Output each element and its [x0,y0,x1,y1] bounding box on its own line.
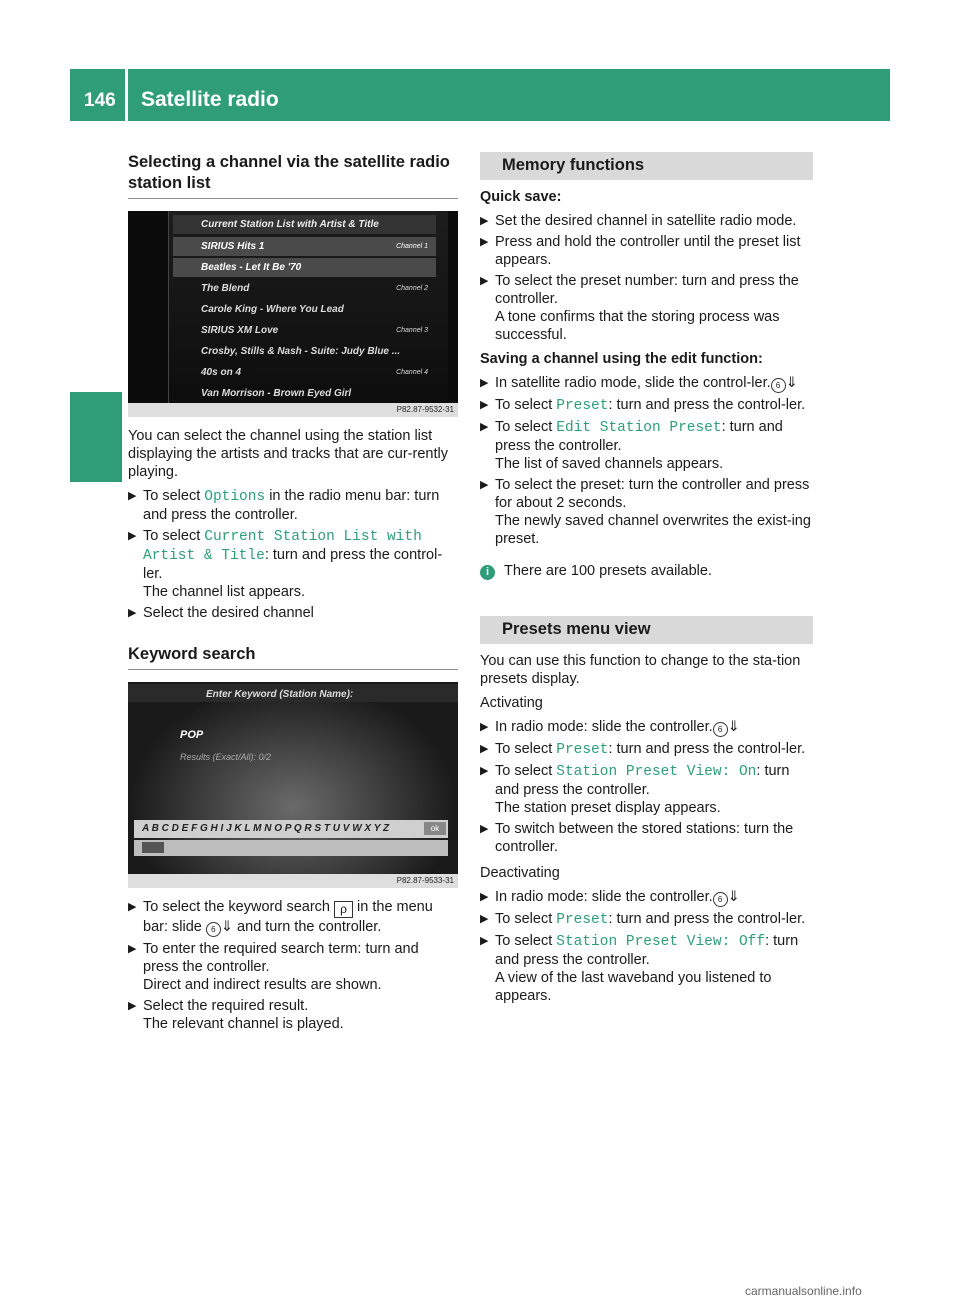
row-text: SIRIUS XM Love [201,325,279,336]
step-text: To enter the required search term: turn and press the controller. [143,941,419,975]
keyword-results: Results (Exact/All): 0/2 [180,752,272,762]
step-arrow-icon: ▶ [480,236,489,248]
row-text: Carole King - Where You Lead [201,304,344,315]
step-text: To select [143,488,205,504]
activating-label: Activating [480,695,543,711]
step-text: To select [495,741,557,757]
presets-intro: You can use this function to change to the sta-tion presets display. [480,653,801,687]
page-number: 146 [84,90,116,111]
figure-caption: P82.87-9532-31 [128,403,458,417]
station-list-row[interactable] [173,363,436,382]
menu-item-name: Options [204,489,266,505]
row-channel: Channel 2 [396,285,428,292]
step-text-cont: and turn the controller. [233,919,382,935]
step-text-cont: the controller. [625,889,713,905]
instruction-step [480,396,813,415]
instruction-step [480,888,813,907]
row-channel: Channel 4 [396,369,428,376]
step-text: Select the required result. [143,998,309,1014]
info-note [480,562,813,580]
row-text: SIRIUS Hits 1 [201,241,265,252]
instruction-step [480,932,813,1005]
step-text-cont: : turn and press the control-ler. [608,397,806,413]
station-list-row[interactable] [173,279,436,298]
controller-icon: 6 [713,892,728,907]
instruction-step [128,527,458,601]
step-text-cont: : turn and press the controller. [495,763,790,798]
step-arrow-icon: ▶ [480,743,489,755]
step-text-cont: in the radio menu bar: turn and press the controller. [143,488,440,523]
step-text: To select [495,911,557,927]
step-text-cont: in the menu bar: slide [143,899,433,935]
step-result: The newly saved channel overwrites the exist-ing preset. [495,513,811,547]
station-list-row[interactable] [173,342,436,361]
menu-item-name: Edit Station Preset [556,420,722,436]
section-title-keyword: Keyword search [128,644,458,670]
step-text: To select [495,933,557,949]
instruction-step [128,997,458,1033]
intro-paragraph: You can select the channel using the station list displaying the artists and tracks that are cur-rently playing. [128,428,448,480]
section-title-presets: Presets menu view [480,616,813,644]
step-arrow-icon: ▶ [480,215,489,227]
screenshot-keyword-search [128,682,458,888]
instruction-step [480,233,813,269]
down-arrow-icon: ⇓ [220,919,234,935]
station-list-row[interactable] [173,384,436,403]
instruction-step [480,910,813,929]
instruction-step [128,940,458,994]
row-text: 40s on 4 [201,367,242,378]
instruction-step [480,212,813,230]
instruction-step [128,487,458,524]
step-text: Select the desired channel [143,605,314,621]
controller-icon: 6 [713,722,728,737]
step-arrow-icon: ▶ [480,823,489,835]
step-result: Direct and indirect results are shown. [143,977,382,993]
step-arrow-icon: ▶ [480,479,489,491]
instruction-step [480,740,813,759]
step-text-cont: : turn and press the control-ler. [608,911,806,927]
controller-icon: 6 [206,922,221,937]
step-text: To select [495,419,557,435]
step-arrow-icon: ▶ [128,1000,137,1012]
step-text: To select [143,528,205,544]
controller-icon: 6 [771,378,786,393]
row-text: Beatles - Let It Be '70 [201,262,302,273]
footer-watermark: carmanualsonline.info [745,1284,862,1298]
step-arrow-icon: ▶ [128,901,137,913]
keyword-screen-title: Enter Keyword (Station Name): [206,689,354,700]
instruction-step [128,898,458,937]
step-arrow-icon: ▶ [128,943,137,955]
section-title-station-list: Selecting a channel via the satellite radio station list [128,152,458,199]
row-text: Crosby, Stills & Nash - Suite: Judy Blue ... [201,346,401,357]
step-text-cont: : turn and press the controller. [495,933,799,968]
menu-item-name: Station Preset View: Off [556,934,766,950]
instruction-step [480,820,813,856]
menu-item-name: Preset [556,912,609,928]
step-arrow-icon: ▶ [480,891,489,903]
step-arrow-icon: ▶ [128,490,137,502]
step-text: In radio mode: slide [495,719,626,735]
screen-title: Current Station List with Artist & Title [173,215,436,234]
step-result: A tone confirms that the storing process was successful. [495,309,780,343]
step-text: To select the preset: turn the controller and press for about 2 seconds. [495,477,810,511]
column-left [128,152,458,1036]
menu-item-name: Current Station List with Artist & Title [143,529,422,564]
side-label-container [87,400,127,470]
step-arrow-icon: ▶ [480,765,489,777]
step-arrow-icon: ▶ [128,607,137,619]
station-list-row[interactable] [173,258,436,277]
row-channel: Channel 1 [396,243,428,250]
down-arrow-icon: ⇓ [727,719,740,735]
step-arrow-icon: ▶ [128,530,137,542]
step-arrow-icon: ▶ [480,935,489,947]
step-text: In radio mode: slide [495,889,626,905]
quick-save-heading: Quick save: [480,189,562,205]
station-list-row[interactable] [173,237,436,256]
step-text-cont: : turn and press the control-ler. [143,547,443,582]
instruction-step [480,718,813,737]
row-text: Van Morrison - Brown Eyed Girl [201,388,352,399]
letter-bar[interactable]: A B C D E F G H I J K L M N O P Q R S T U V W X Y Z [134,820,448,838]
info-text: There are 100 presets available. [504,563,712,579]
instruction-step [480,418,813,473]
step-arrow-icon: ▶ [480,275,489,287]
step-result: The relevant channel is played. [143,1016,344,1032]
step-text: To select [495,763,557,779]
keyword-value: POP [180,729,204,741]
instruction-step [480,762,813,817]
column-right [480,152,813,1008]
row-text: The Blend [201,283,250,294]
step-text-cont: the control-ler. [678,375,771,391]
step-result: The station preset display appears. [495,800,721,816]
search-symbol-icon: ρ [334,901,353,918]
deactivating-label: Deactivating [480,865,560,881]
step-text: To select [495,397,557,413]
instruction-step [128,604,458,622]
figure-caption-2: P82.87-9533-31 [128,874,458,888]
station-list-row[interactable] [173,300,436,319]
step-text: To select the preset number: turn and press the controller. [495,273,799,307]
instruction-step [480,272,813,344]
step-text: To select the keyword search [143,899,335,915]
header-divider [125,69,128,121]
instruction-step [480,476,813,548]
step-arrow-icon: ▶ [480,913,489,925]
step-text-cont: : turn and press the controller. [495,419,783,454]
page-title: Satellite radio [141,88,279,111]
step-text: In satellite radio mode, slide [495,375,679,391]
edit-heading: Saving a channel using the edit function: [480,351,763,367]
step-arrow-icon: ▶ [480,721,489,733]
step-text-cont: : turn and press the control-ler. [608,741,806,757]
menu-item-name: Station Preset View: On [556,764,757,780]
side-label: Radio [87,406,112,468]
section-title-memory: Memory functions [480,152,813,180]
step-result: The list of saved channels appears. [495,456,724,472]
menu-item-name: Preset [556,398,609,414]
down-arrow-icon: ⇓ [785,375,798,391]
station-list-row[interactable] [173,321,436,340]
down-arrow-icon: ⇓ [727,889,740,905]
ok-key[interactable]: ok [424,822,446,835]
step-text: Set the desired channel in satellite radio mode. [495,213,797,229]
step-result: A view of the last waveband you listened to appears. [495,970,772,1004]
step-text-cont: the controller. [625,719,713,735]
row-channel: Channel 3 [396,327,428,334]
step-arrow-icon: ▶ [480,399,489,411]
screenshot-station-list [128,211,458,417]
step-result: The channel list appears. [143,584,306,600]
back-key[interactable] [142,842,164,853]
info-icon: i [480,565,495,580]
step-text: Press and hold the controller until the preset list appears. [495,234,801,268]
menu-item-name: Preset [556,742,609,758]
step-text: To switch between the stored stations: turn the controller. [495,821,794,855]
instruction-step [480,374,813,393]
step-arrow-icon: ▶ [480,421,489,433]
step-arrow-icon: ▶ [480,377,489,389]
